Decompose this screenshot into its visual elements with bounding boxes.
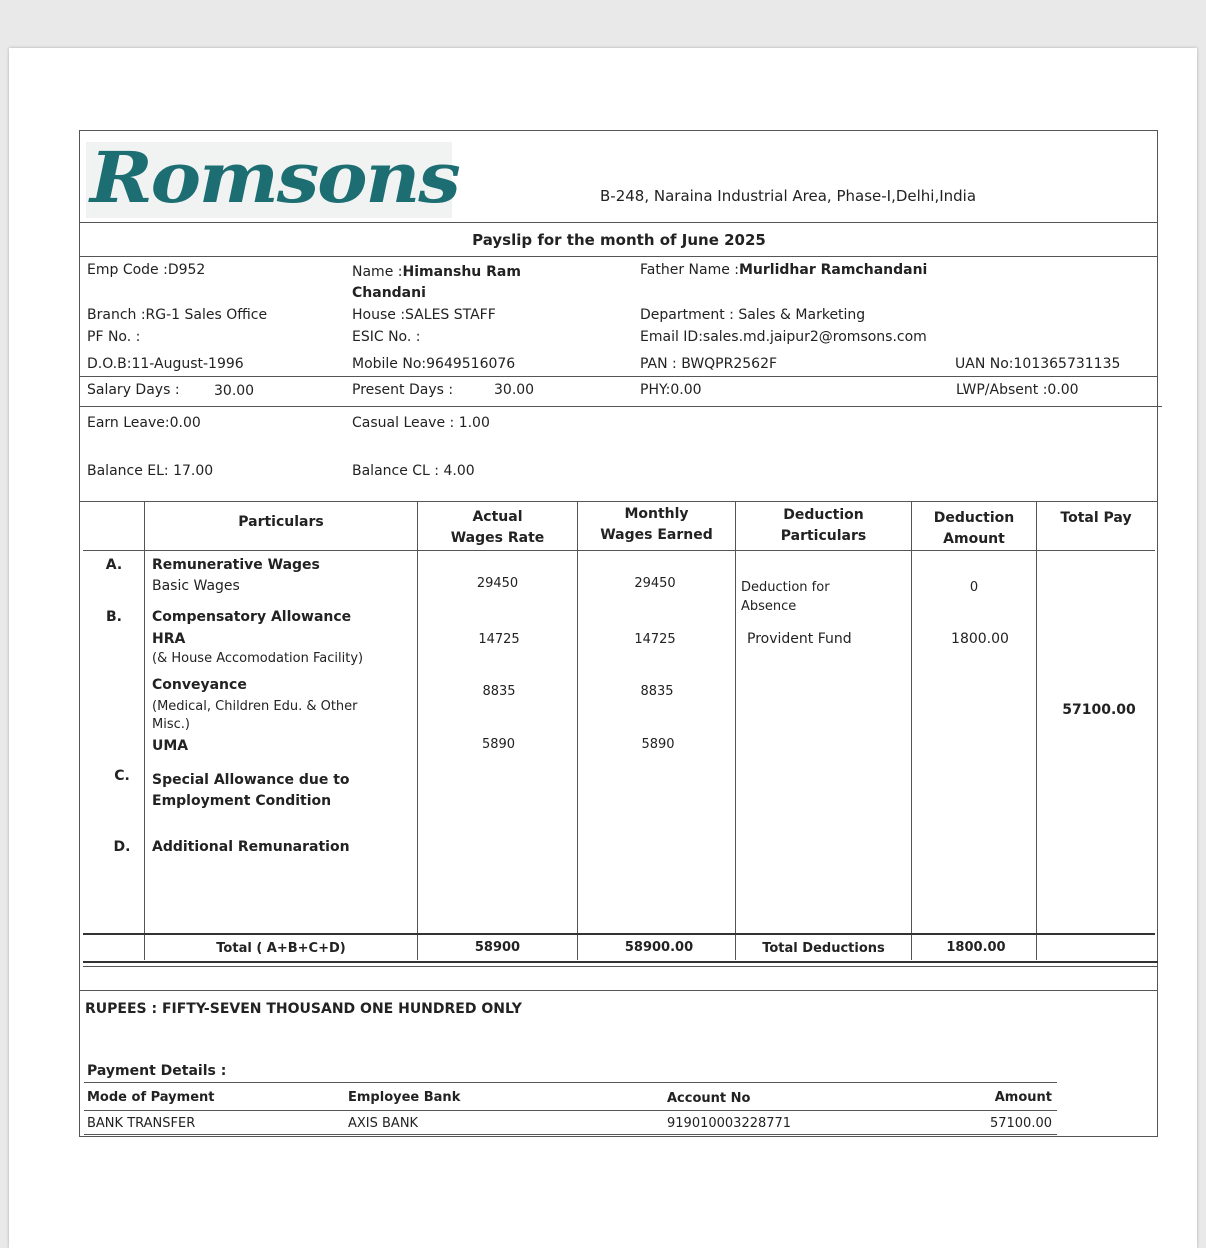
basic-monthly-earned: 29450: [634, 576, 676, 591]
divider: [80, 222, 1158, 223]
payment-bank: AXIS BANK: [348, 1116, 419, 1131]
totals-top-line: [83, 933, 1155, 935]
amount-in-words: RUPEES : FIFTY-SEVEN THOUSAND ONE HUNDRED ONLY: [85, 1001, 522, 1017]
dob: D.O.B:11-August-1996: [87, 356, 244, 372]
divider: [83, 966, 1158, 967]
header-monthly-1: Monthly: [624, 506, 689, 522]
uma-monthly-earned: 5890: [641, 737, 675, 752]
total-pay-value: 57100.00: [1062, 702, 1136, 718]
uan: UAN No:101365731135: [955, 356, 1121, 372]
totals-bottom-line: [83, 961, 1158, 963]
salary-days-label: Salary Days :: [87, 382, 180, 398]
header-actual-2: Wages Rate: [450, 530, 545, 546]
divider: [80, 406, 1162, 407]
payment-header-mode: Mode of Payment: [87, 1090, 215, 1105]
conveyance-label: Conveyance: [152, 677, 247, 693]
conveyance-actual-rate: 8835: [482, 684, 516, 699]
header-deduction-amount-2: Amount: [943, 531, 1005, 547]
payslip-title: Payslip for the month of June 2025: [472, 231, 766, 249]
payment-details-title: Payment Details :: [87, 1063, 227, 1079]
header-deduction-particulars-2: Particulars: [780, 528, 867, 544]
balance-el: Balance EL: 17.00: [87, 463, 214, 479]
branch: Branch :RG-1 Sales Office: [87, 307, 268, 323]
present-days-value: 30.00: [494, 382, 535, 398]
table-col-line: [735, 502, 736, 960]
table-col-line: [144, 502, 145, 960]
basic-wages-label: Basic Wages: [152, 578, 240, 594]
divider: [80, 376, 1158, 377]
header-monthly-2: Wages Earned: [600, 527, 713, 543]
section-letter-a: A.: [105, 557, 123, 573]
mobile: Mobile No:9649516076: [352, 356, 516, 372]
name-label: Name :: [352, 264, 403, 280]
name-value: Himanshu Ram Chandani: [352, 264, 521, 301]
present-days-label: Present Days :: [352, 382, 454, 398]
total-label: Total ( A+B+C+D): [216, 941, 346, 956]
header-deduction-particulars-1: Deduction: [783, 507, 864, 523]
house: House :SALES STAFF: [352, 307, 496, 323]
table-col-line: [911, 502, 912, 960]
deduction-pf-label: Provident Fund: [747, 631, 852, 647]
table-header-line: [83, 550, 1155, 551]
table-col-line: [577, 502, 578, 960]
company-logo: [86, 136, 459, 219]
section-letter-b: B.: [106, 609, 122, 625]
header-actual-1: Actual: [472, 509, 523, 525]
casual-leave: Casual Leave : 1.00: [352, 415, 490, 431]
deduction-absence-label: Deduction for Absence: [741, 580, 830, 614]
hra-label: HRA: [152, 631, 186, 647]
logo-text: Romsons: [90, 136, 459, 219]
father-value: Murlidhar Ramchandani: [739, 262, 928, 278]
table-col-line: [417, 502, 418, 960]
section-c-title: Special Allowance due to Employment Condition: [152, 772, 350, 809]
uma-label: UMA: [152, 738, 189, 754]
deduction-pf-amount: 1800.00: [951, 631, 1009, 647]
hra-monthly-earned: 14725: [634, 632, 676, 647]
total-actual: 58900: [474, 940, 521, 955]
salary-days-value: 30.00: [214, 383, 255, 399]
header-particulars: Particulars: [238, 514, 324, 530]
section-b-title: Compensatory Allowance: [152, 609, 352, 625]
total-deductions-label: Total Deductions: [762, 941, 885, 956]
phy: PHY:0.00: [640, 382, 702, 398]
basic-actual-rate: 29450: [476, 576, 519, 591]
conveyance-monthly-earned: 8835: [640, 684, 674, 699]
payment-account: 919010003228771: [667, 1116, 792, 1131]
balance-cl: Balance CL : 4.00: [352, 463, 475, 479]
lwp-absent: LWP/Absent :0.00: [956, 382, 1079, 398]
payment-header-account: Account No: [667, 1091, 751, 1106]
father-label: Father Name :: [640, 262, 739, 278]
earn-leave: Earn Leave:0.00: [87, 415, 201, 431]
deduction-absence-amount: 0: [969, 580, 979, 595]
divider: [80, 990, 1158, 991]
section-d-title: Additional Remunaration: [152, 839, 350, 855]
payment-row-bottom-line: [84, 1134, 1057, 1135]
total-deductions-amount: 1800.00: [946, 940, 1006, 955]
header-total-pay: Total Pay: [1060, 510, 1132, 526]
hra-actual-rate: 14725: [478, 632, 520, 647]
uma-actual-rate: 5890: [481, 737, 516, 752]
company-address: B-248, Naraina Industrial Area, Phase-I,Delhi,India: [600, 187, 977, 205]
table-col-line: [1036, 502, 1037, 960]
header-deduction-amount-1: Deduction: [933, 510, 1015, 526]
esic-number: ESIC No. :: [352, 329, 421, 345]
pf-number: PF No. :: [87, 329, 141, 345]
father-name: [640, 262, 927, 278]
payment-amount: 57100.00: [989, 1116, 1052, 1131]
section-letter-d: D.: [113, 839, 131, 855]
department: Department : Sales & Marketing: [640, 307, 866, 323]
payment-header-bottom-line: [84, 1110, 1057, 1111]
payment-header-bank: Employee Bank: [348, 1090, 461, 1105]
payment-header-amount: Amount: [994, 1090, 1052, 1105]
section-a-title: Remunerative Wages: [152, 557, 320, 573]
total-earned: 58900.00: [624, 940, 694, 955]
divider: [80, 256, 1158, 257]
employee-name: [352, 262, 592, 304]
divider: [80, 501, 1158, 502]
emp-code: Emp Code :D952: [87, 262, 206, 278]
conveyance-note: (Medical, Children Edu. & Other Misc.): [152, 699, 358, 732]
payment-mode: BANK TRANSFER: [87, 1116, 196, 1131]
email: Email ID:sales.md.jaipur2@romsons.com: [640, 329, 927, 345]
payment-header-top-line: [84, 1082, 1057, 1083]
pan: PAN : BWQPR2562F: [640, 356, 778, 372]
hra-note: (& House Accomodation Facility): [152, 651, 364, 666]
section-letter-c: C.: [114, 768, 130, 784]
